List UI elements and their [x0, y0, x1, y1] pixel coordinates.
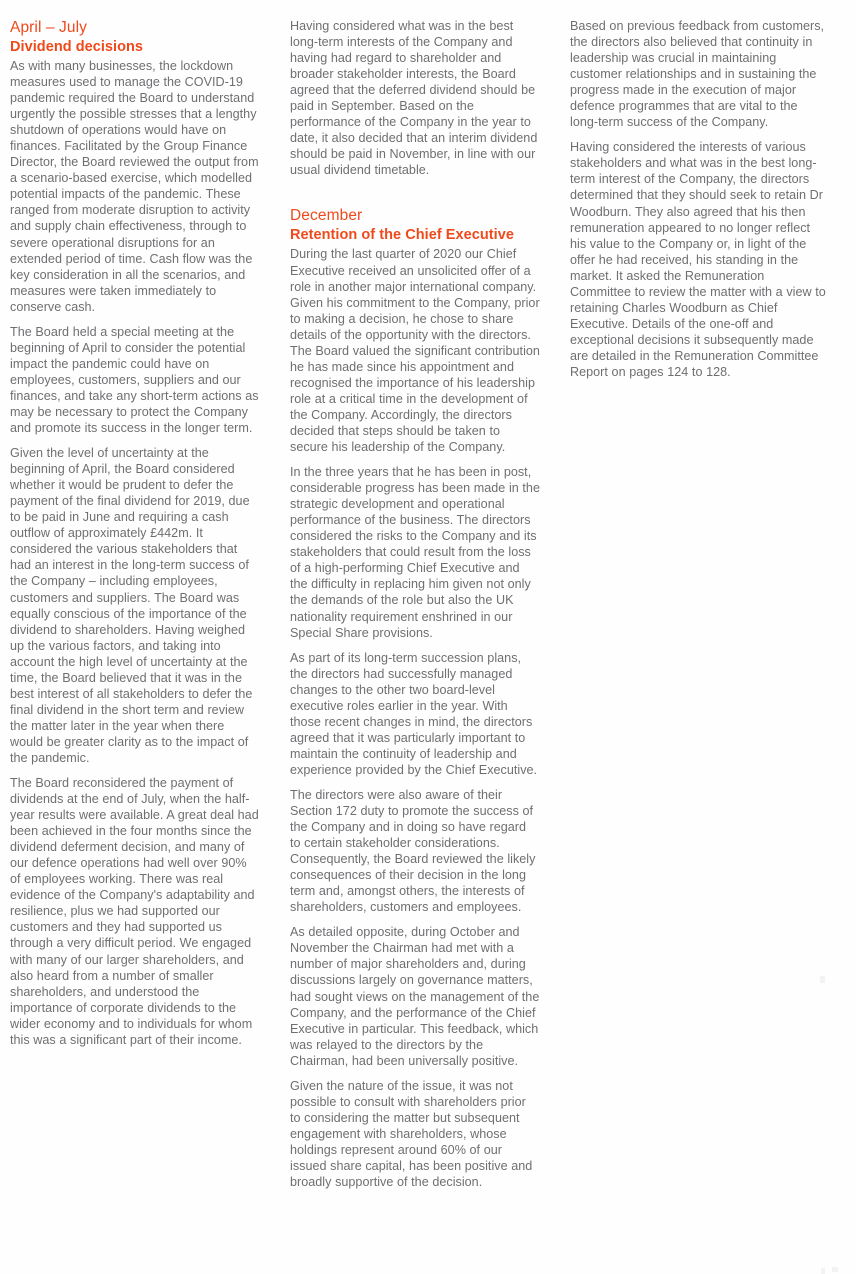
paragraph: Having considered the interests of various stakeholders and what was in the best long-term interest of the Company, the directors determined that they should seek to retain Dr Woodburn. They also agreed that his then remuneration appeared to no longer reflect his value to the Company or, in light of the offer he had received, his standing in the market. It asked the Remuneration Committee to review the matter with a view to retaining Charles Woodburn as Chief Executive. Details of the one-off and exceptional decisions it subsequently made are detailed in the Remuneration Committee Report on pages 124 to 128.: [570, 140, 826, 379]
paragraph: Having considered what was in the best long-term interests of the Company and having had regard to shareholder and broader stakeholder interests, the Board agreed that the deferred dividend should be paid in September. Based on the performance of the Company in the year to date, it also decided that an interim dividend should be paid in November, in line with our usual dividend timetable.: [290, 19, 538, 178]
paragraph: As detailed opposite, during October and November the Chairman had met with a number of major shareholders and, during discussions largely on governance matters, had sought views on the management of the Company, and the performance of the Chief Executive in particular. This feedback, which was relayed to the directors by the Chairman, had been universally positive.: [290, 925, 540, 1068]
paragraph: The Board held a special meeting at the beginning of April to consider the potential impact the pandemic could have on employees, customers, suppliers and our finances, and take any short-term actions as may be necessary to protect the Company and promote its success in the longer term.: [10, 324, 259, 436]
scan-artifact: [832, 1267, 838, 1272]
text-column-1: [10, 18, 260, 1048]
paragraph: The directors were also aware of their Section 172 duty to promote the success of the Company and in doing so have regard to certain stakeholder considerations. Consequently, the Board reviewed the likely consequences of their decision in the long term and, amongst others, the interests of shareholders, customers and employees.: [290, 787, 536, 915]
scan-artifact: [821, 1268, 825, 1274]
paragraph: During the last quarter of 2020 our Chief Executive received an unsolicited offer of a role in another major international company. Given his commitment to the Company, prior to making a decision, he chose to share details of the opportunity with the directors. The Board valued the significant contribution he has made since his appointment and recognised the importance of his leadership role at a critical time in the development of the Company. Accordingly, the directors decided that steps should be taken to secure his leadership of the Company.: [290, 247, 540, 455]
paragraph: Given the level of uncertainty at the beginning of April, the Board considered whether it would be prudent to defer the payment of the final dividend for 2019, due to be paid in June and requiring a cash outflow of approximately £442m. It considered the various stakeholders that had an interest in the long-term success of the Company – including employees, customers and suppliers. The Board was equally conscious of the importance of the dividend to shareholders. Having weighed up the various factors, and taking into account the high level of uncertainty at the time, the Board believed that it was in the best interest of all stakeholders to defer the final dividend in the short term and review the matter later in the year when there would be greater clarity as to the impact of the pandemic.: [10, 446, 253, 765]
scan-artifact: [820, 976, 825, 983]
section-period-heading: December: [290, 207, 363, 225]
paragraph: As with many businesses, the lockdown measures used to manage the COVID-19 pandemic required the Board to understand urgently the possible stresses that a lengthy shutdown of operations would have on finances. Facilitated by the Group Finance Director, the Board reviewed the output from a scenario-based exercise, which modelled potential impacts of the pandemic. These ranged from moderate disruption to activity and supply chain effectiveness, through to severe operational disruptions for an extended period of time. Cash flow was the key consideration in all the scenarios, and measures were taken immediately to conserve cash.: [10, 59, 259, 314]
paragraph: Based on previous feedback from customers, the directors also believed that continuity in leadership was crucial in maintaining customer relationships and in sustaining the progress made in the execution of major defence programmes that are vital to the long-term success of the Company.: [570, 19, 825, 130]
section-continuation: [570, 18, 826, 380]
section-april-july: [10, 18, 260, 1048]
section-topic-heading: Retention of the Chief Executive: [290, 227, 514, 244]
paragraph: In the three years that he has been in post, considerable progress has been made in the strategic development and operational performance of the business. The directors considered the risks to the Company and its stakeholders that could result from the loss of a high-performing Chief Executive and the difficulty in replacing him given not only the demands of the role but also the UK nationality requirement enshrined in our Special Share provisions.: [290, 465, 540, 640]
paragraph: Given the nature of the issue, it was not possible to consult with shareholders prior to considering the matter but subsequent engagement with shareholders, whose holdings represent around 60% of our issued share capital, has been positive and broadly supportive of the decision.: [290, 1078, 533, 1190]
paragraph: As part of its long-term succession plans, the directors had successfully managed changes to the other two board-level executive roles earlier in the year. With those recent changes in mind, the directors agreed that it was particularly important to maintain the continuity of leadership and experience provided by the Chief Executive.: [290, 650, 538, 777]
text-column-3: [570, 18, 826, 380]
section-topic-heading: Dividend decisions: [10, 39, 144, 55]
paragraph: The Board reconsidered the payment of dividends at the end of July, when the half-year results were available. A great deal had been achieved in the four months since the dividend deferment decision, and many of our defence operations had well over 90% of employees working. There was real evidence of the Company's adaptability and resilience, plus we had supported our customers and they had supported us through a very difficult period. We engaged with many of our larger shareholders, and also heard from a number of smaller shareholders, and understood the importance of corporate dividends to the wider economy and to individuals for whom this was a significant part of their income.: [10, 776, 259, 1047]
three-column-layout: [10, 18, 846, 1190]
section-period-heading: April – July: [10, 19, 88, 36]
section-december: [290, 206, 540, 1190]
section-continuation: [290, 18, 540, 178]
text-column-2: [290, 18, 540, 1190]
